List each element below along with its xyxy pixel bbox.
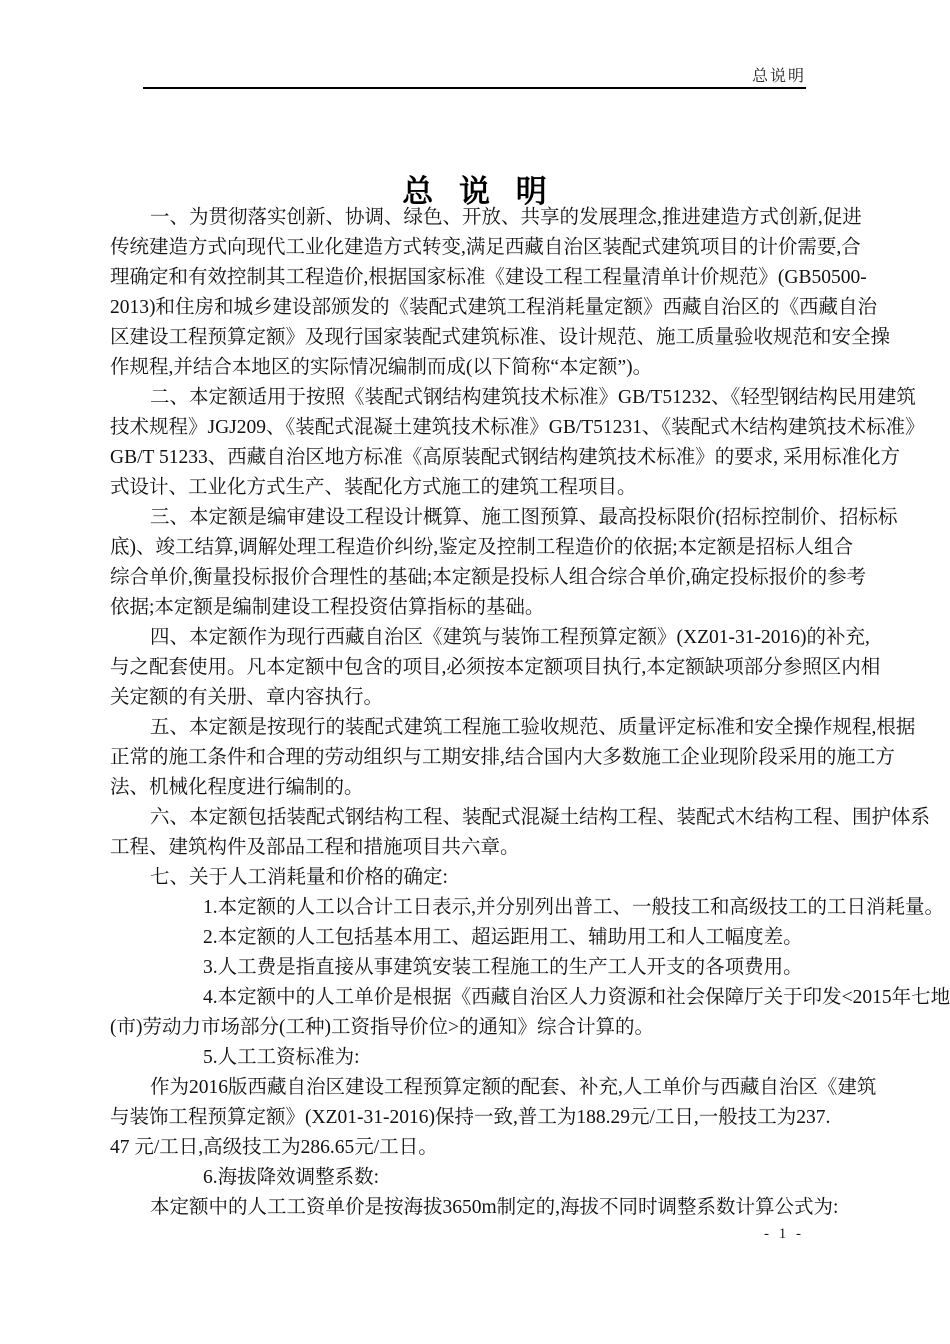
text-line: 与之配套使用。凡本定额中包含的项目,必须按本定额项目执行,本定额缺项部分参照区内相 <box>110 657 881 678</box>
text-line: GB/T 51233、西藏自治区地方标准《高原装配式钢结构建筑技术标准》的要求, 采用标准化方 <box>110 447 900 468</box>
text-line: 技术规程》JGJ209、《装配式混凝土建筑技术标准》GB/T51231、《装配式木结构建筑技术标准》 <box>110 417 925 438</box>
text-line: 二、本定额适用于按照《装配式钢结构建筑技术标准》GB/T51232、《轻型钢结构民用建筑 <box>150 387 916 408</box>
text-line: 传统建造方式向现代工业化建造方式转变,满足西藏自治区装配式建筑项目的计价需要,合 <box>110 237 861 258</box>
text-line: 理确定和有效控制其工程造价,根据国家标准《建设工程工程量清单计价规范》(GB50500- <box>110 267 867 288</box>
document-title: 总 说 明 <box>402 174 548 209</box>
text-line: 七、关于人工消耗量和价格的确定: <box>150 867 448 888</box>
text-line: (市)劳动力市场部分(工种)工资指导价位>的通知》综合计算的。 <box>110 1017 654 1038</box>
text-line: 1.本定额的人工以合计工日表示,并分别列出普工、一般技工和高级技工的工日消耗量。 <box>203 897 945 918</box>
text-line: 区建设工程预算定额》及现行国家装配式建筑标准、设计规范、施工质量验收规范和安全操 <box>110 327 891 348</box>
text-line: 本定额中的人工工资单价是按海拔3650m制定的,海拔不同时调整系数计算公式为: <box>150 1197 839 1218</box>
text-line: 47 元/工日,高级技工为286.65元/工日。 <box>110 1137 438 1158</box>
text-line: 3.人工费是指直接从事建筑安装工程施工的生产工人开支的各项费用。 <box>203 957 803 978</box>
document-body <box>110 203 950 1223</box>
page-number: - 1 - <box>764 1226 804 1242</box>
text-line: 依据;本定额是编制建设工程投资估算指标的基础。 <box>110 597 545 618</box>
text-line: 作为2016版西藏自治区建设工程预算定额的配套、补充,人工单价与西藏自治区《建筑 <box>150 1077 877 1098</box>
text-line: 五、本定额是按现行的装配式建筑工程施工验收规范、质量评定标准和安全操作规程,根据 <box>150 717 916 738</box>
text-line: 2013)和住房和城乡建设部颁发的《装配式建筑工程消耗量定额》西藏自治区的《西藏自治 <box>110 297 877 318</box>
text-line: 三、本定额是编审建设工程设计概算、施工图预算、最高投标限价(招标控制价、招标标 <box>150 507 898 528</box>
text-line: 5.人工工资标准为: <box>203 1047 360 1068</box>
text-line: 四、本定额作为现行西藏自治区《建筑与装饰工程预算定额》(XZ01-31-2016)的补充, <box>150 627 870 648</box>
text-line: 6.海拔降效调整系数: <box>203 1167 380 1188</box>
text-line: 式设计、工业化方式生产、装配化方式施工的建筑工程项目。 <box>110 477 637 498</box>
header-rule <box>143 87 806 89</box>
running-header-text: 总说明 <box>751 68 806 85</box>
text-line: 4.本定额中的人工单价是根据《西藏自治区人力资源和社会保障厅关于印发<2015年七地 <box>203 987 950 1008</box>
text-line: 底)、竣工结算,调解处理工程造价纠纷,鉴定及控制工程造价的依据;本定额是招标人组合 <box>110 537 854 558</box>
text-line: 法、机械化程度进行编制的。 <box>110 777 364 798</box>
text-line: 一、为贯彻落实创新、协调、绿色、开放、共享的发展理念,推进建造方式创新,促进 <box>150 207 862 228</box>
text-line: 六、本定额包括装配式钢结构工程、装配式混凝土结构工程、装配式木结构工程、围护体系 <box>150 807 931 828</box>
text-line: 作规程,并结合本地区的实际情况编制而成(以下简称“本定额”)。 <box>110 357 653 378</box>
text-line: 关定额的有关册、章内容执行。 <box>110 687 384 708</box>
text-line: 工程、建筑构件及部品工程和措施项目共六章。 <box>110 837 520 858</box>
text-line: 2.本定额的人工包括基本用工、超运距用工、辅助用工和人工幅度差。 <box>203 927 803 948</box>
text-line: 正常的施工条件和合理的劳动组织与工期安排,结合国内大多数施工企业现阶段采用的施工方 <box>110 747 895 768</box>
text-line: 与装饰工程预算定额》(XZ01-31-2016)保持一致,普工为188.29元/工日,一般技工为237. <box>110 1107 831 1128</box>
text-line: 综合单价,衡量投标报价合理性的基础;本定额是投标人组合综合单价,确定投标报价的参考 <box>110 567 867 588</box>
